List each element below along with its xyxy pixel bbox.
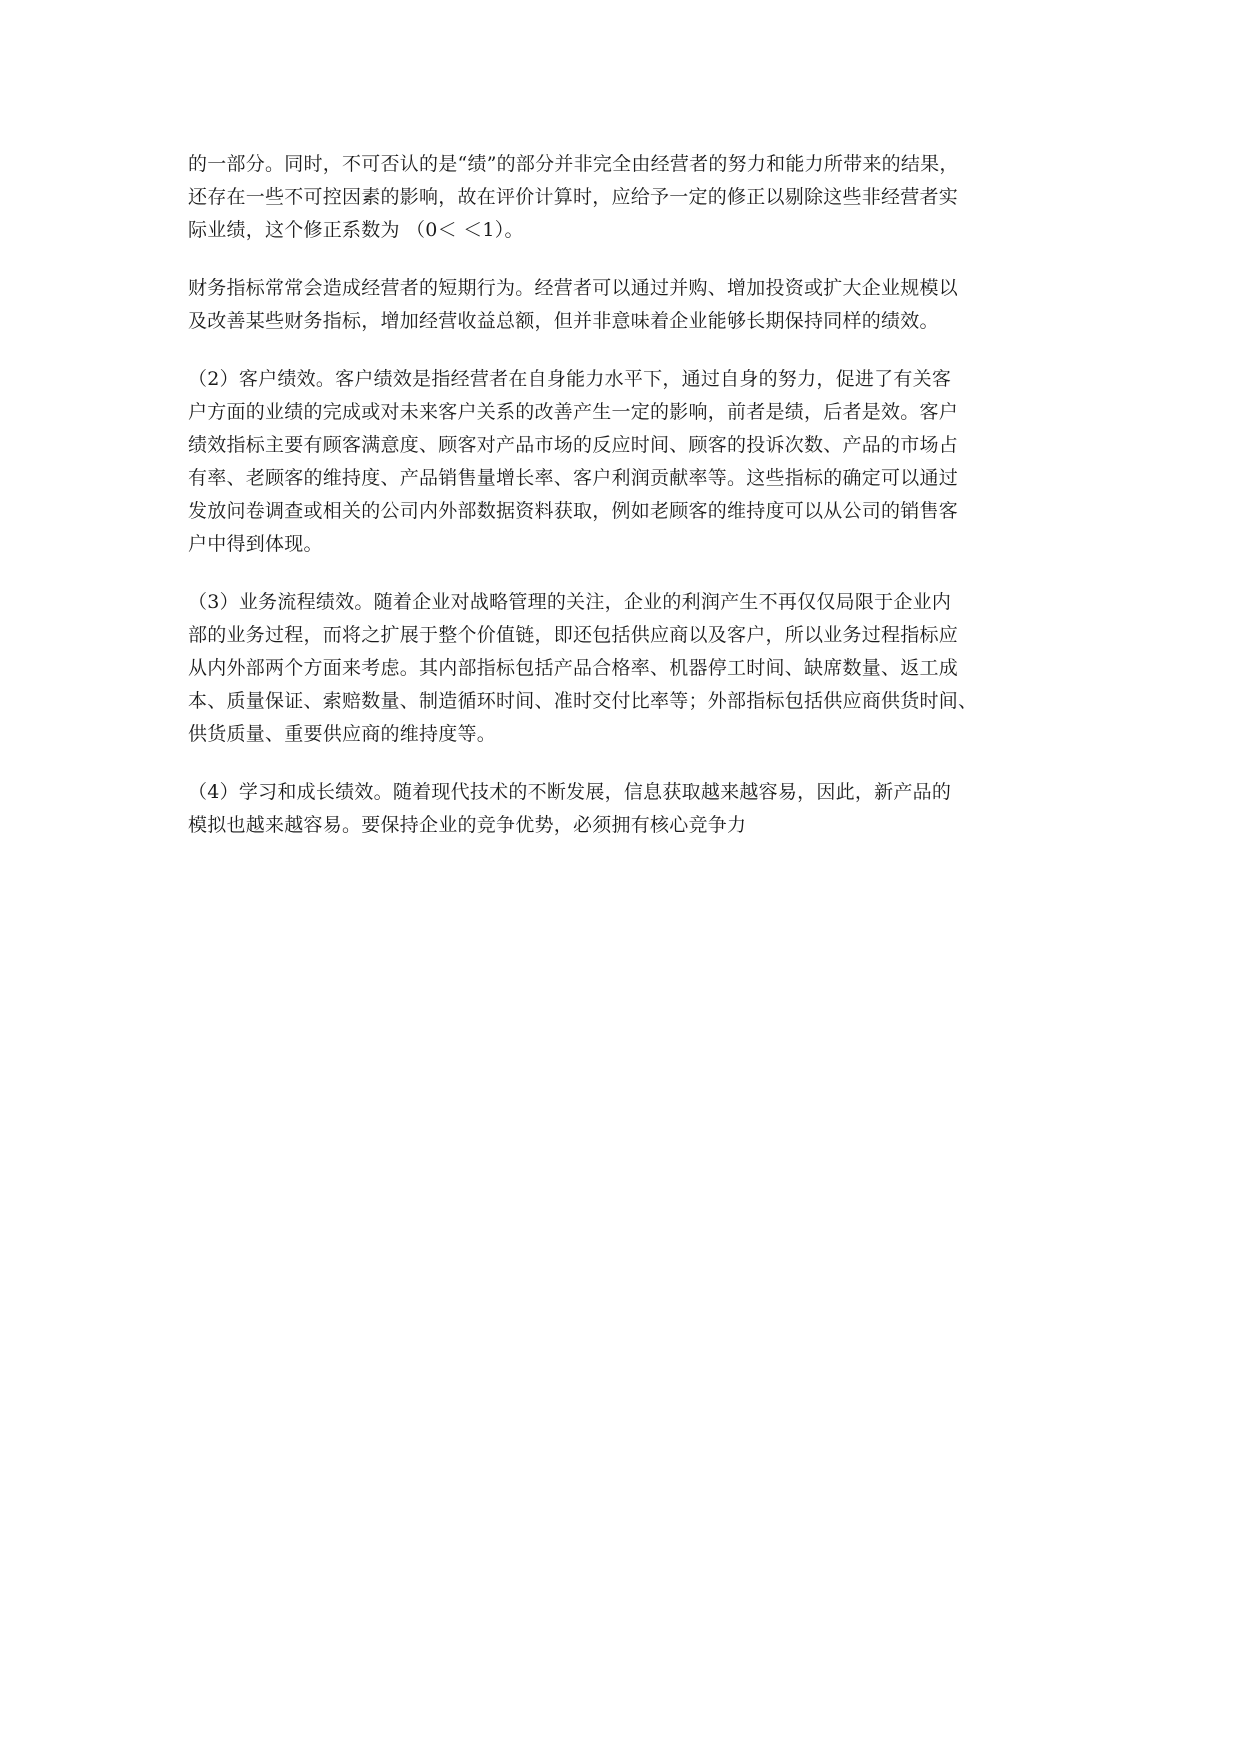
paragraph-line: 有率、老顾客的维持度、产品销售量增长率、客户利润贡献率等。这些指标的确定可以通过 [188, 467, 959, 489]
paragraph-1 [188, 148, 1088, 247]
paragraph-line: （4）学习和成长绩效。随着现代技术的不断发展，信息获取越来越容易，因此，新产品的 [188, 781, 952, 803]
paragraph-line: （3）业务流程绩效。随着企业对战略管理的关注，企业的利润产生不再仅仅局限于企业内 [188, 591, 952, 613]
paragraph-line: 际业绩，这个修正系数为 （0＜ ＜1）。 [188, 219, 524, 241]
paragraph-2 [188, 272, 1088, 338]
paragraph-line: 供货质量、重要供应商的维持度等。 [188, 723, 497, 745]
paragraph-line: 绩效指标主要有顾客满意度、顾客对产品市场的反应时间、顾客的投诉次数、产品的市场占 [188, 434, 959, 456]
paragraph-line: 还存在一些不可控因素的影响，故在评价计算时，应给予一定的修正以剔除这些非经营者实 [188, 186, 959, 208]
paragraph-line: （2）客户绩效。客户绩效是指经营者在自身能力水平下，通过自身的努力，促进了有关客 [188, 368, 952, 390]
paragraph-line: 财务指标常常会造成经营者的短期行为。经营者可以通过并购、增加投资或扩大企业规模以 [188, 277, 959, 299]
paragraph-4 [188, 586, 1088, 751]
paragraph-line: 户方面的业绩的完成或对未来客户关系的改善产生一定的影响，前者是绩，后者是效。客户 [188, 401, 959, 423]
paragraph-line: 模拟也越来越容易。要保持企业的竞争优势，必须拥有核心竞争力 [188, 814, 747, 836]
paragraph-line: 户中得到体现。 [188, 533, 323, 555]
paragraph-line: 从内外部两个方面来考虑。其内部指标包括产品合格率、机器停工时间、缺席数量、返工成 [188, 657, 959, 679]
document-body [188, 148, 1088, 867]
paragraph-line: 发放问卷调查或相关的公司内外部数据资料获取，例如老顾客的维持度可以从公司的销售客 [188, 500, 959, 522]
paragraph-line: 及改善某些财务指标，增加经营收益总额，但并非意味着企业能够长期保持同样的绩效。 [188, 310, 939, 332]
paragraph-line: 本、质量保证、索赔数量、制造循环时间、准时交付比率等；外部指标包括供应商供货时间、 [188, 690, 978, 712]
paragraph-5 [188, 776, 1088, 842]
paragraph-3 [188, 363, 1088, 561]
paragraph-line: 的一部分。同时，不可否认的是“绩”的部分并非完全由经营者的努力和能力所带来的结果， [188, 153, 959, 175]
paragraph-line: 部的业务过程，而将之扩展于整个价值链，即还包括供应商以及客户，所以业务过程指标应 [188, 624, 959, 646]
